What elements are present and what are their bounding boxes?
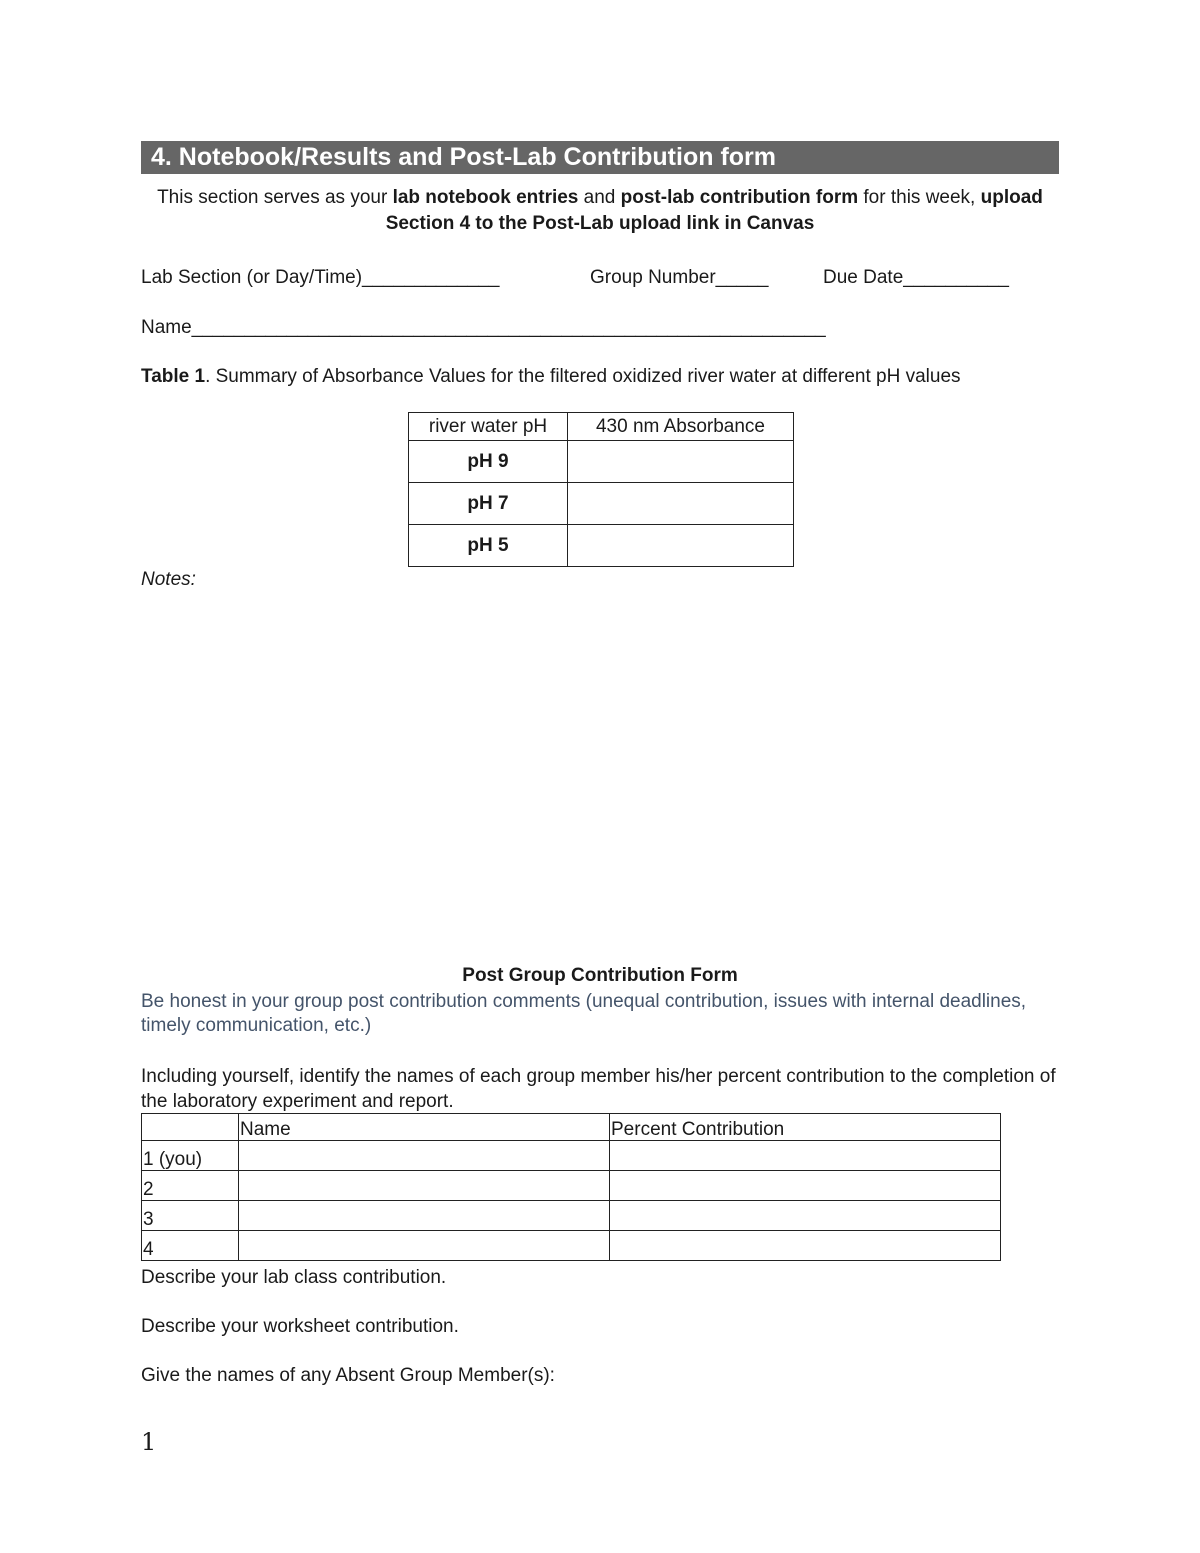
member-name-cell[interactable] xyxy=(239,1231,610,1261)
contribution-table xyxy=(141,1113,1001,1261)
member-percent-cell[interactable] xyxy=(610,1171,1001,1201)
page-number: 1 xyxy=(141,1428,157,1456)
member-name-cell[interactable] xyxy=(239,1141,610,1171)
intro-text: This section serves as your xyxy=(157,187,393,208)
member-percent-cell[interactable] xyxy=(610,1231,1001,1261)
intro-bold-upload: upload Section 4 to the Post-Lab upload link in Canvas xyxy=(385,187,1043,234)
table1-caption xyxy=(141,365,1041,389)
notes-label: Notes: xyxy=(141,569,196,590)
absorbance-cell[interactable] xyxy=(568,483,794,525)
member-number: 1 (you) xyxy=(142,1141,239,1171)
post-form-title: Post Group Contribution Form xyxy=(462,965,738,986)
ph-cell: pH 7 xyxy=(409,483,568,525)
table-row xyxy=(409,441,794,483)
member-number: 4 xyxy=(142,1231,239,1261)
worksheet-prompt: Describe your worksheet contribution. xyxy=(141,1316,459,1337)
intro-paragraph xyxy=(141,185,1059,237)
absorbance-cell[interactable] xyxy=(568,441,794,483)
absorbance-table xyxy=(408,412,794,567)
table-row xyxy=(142,1141,1001,1171)
member-percent-cell[interactable] xyxy=(610,1141,1001,1171)
member-number: 3 xyxy=(142,1201,239,1231)
member-name-cell[interactable] xyxy=(239,1201,610,1231)
table-header-row xyxy=(409,413,794,441)
absorbance-cell[interactable] xyxy=(568,525,794,567)
intro-text: and xyxy=(578,187,621,208)
member-name-cell[interactable] xyxy=(239,1171,610,1201)
ph-cell: pH 5 xyxy=(409,525,568,567)
group-number-field[interactable]: Group Number_____ xyxy=(590,267,769,288)
section-heading: 4. Notebook/Results and Post-Lab Contribution form xyxy=(141,141,1059,174)
header-ph: river water pH xyxy=(409,413,568,441)
intro-bold-notebook: lab notebook entries xyxy=(392,187,579,208)
honesty-instruction: Be honest in your group post contribution comments (unequal contribution, issues with internal deadlines, timely communication, etc.) xyxy=(141,991,1027,1036)
member-number: 2 xyxy=(142,1171,239,1201)
table1-caption-label: Table 1 xyxy=(141,366,206,387)
lab-class-prompt: Describe your lab class contribution. xyxy=(141,1267,447,1288)
intro-bold-contribution: post-lab contribution form xyxy=(620,187,859,208)
member-percent-cell[interactable] xyxy=(610,1201,1001,1231)
header-percent: Percent Contribution xyxy=(610,1114,1001,1141)
name-field[interactable]: Name____________________________________________________________ xyxy=(141,317,826,338)
table-row xyxy=(142,1201,1001,1231)
table-row xyxy=(142,1231,1001,1261)
header-absorbance: 430 nm Absorbance xyxy=(568,413,794,441)
ph-cell: pH 9 xyxy=(409,441,568,483)
header-blank xyxy=(142,1114,239,1141)
intro-text: for this week, xyxy=(858,187,981,208)
due-date-field[interactable]: Due Date__________ xyxy=(823,267,1009,288)
table-row xyxy=(409,525,794,567)
table-header-row xyxy=(142,1114,1001,1141)
absent-members-prompt: Give the names of any Absent Group Member(s): xyxy=(141,1365,555,1386)
table-row xyxy=(409,483,794,525)
table-row xyxy=(142,1171,1001,1201)
contribution-instruction: Including yourself, identify the names of each group member his/her percent contribution to the completion of the laboratory experiment and report. xyxy=(141,1066,1056,1112)
header-name: Name xyxy=(239,1114,610,1141)
table1-caption-text: . Summary of Absorbance Values for the filtered oxidized river water at different pH values xyxy=(205,366,961,387)
lab-section-field[interactable]: Lab Section (or Day/Time)_____________ xyxy=(141,267,500,288)
